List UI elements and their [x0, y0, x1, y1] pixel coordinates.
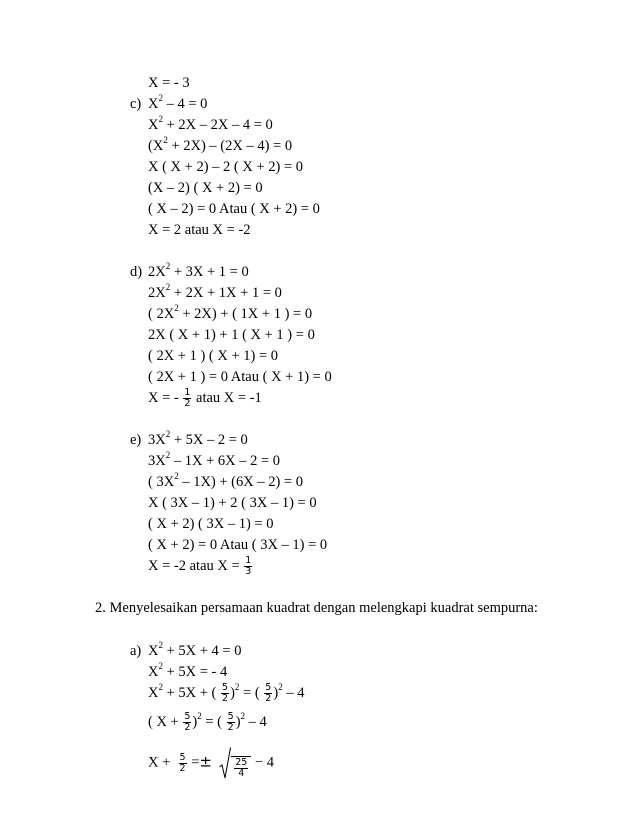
eq-line: X = -2 atau X = $\frac{1}{3}$ — [148, 555, 252, 577]
eq-line: X ( X + 2) – 2 ( X + 2) = 0 — [148, 159, 304, 175]
plus-minus-symbol: ± — [199, 752, 212, 771]
eq-line: X = 2 atau X = -2 — [148, 222, 251, 238]
radical-sign-icon — [219, 747, 231, 779]
eq-line: $X^2 + 5X$ = - 4 — [148, 661, 228, 680]
eq-line: ( X + $\frac{5}{2}$ )$^2$ = ( $\frac{5}{2}$ )$^2$ – 4 — [148, 711, 267, 733]
fraction: $\frac{25}{4}$ — [235, 757, 248, 779]
eq-line: ( 2X + 1 ) = 0 Atau ( X + 1) = 0 — [148, 369, 332, 385]
item-label-a: a) — [130, 643, 142, 659]
eq-line: $2X^2 + 3X + 1 = 0$ — [148, 261, 249, 280]
eq-line: $(X^2 + 2X) - (2X - 4) = 0$ — [148, 135, 293, 154]
eq-line: ( X + 2) = 0 Atau ( 3X – 1) = 0 — [148, 537, 328, 553]
fraction: $\frac{5}{2}$ — [227, 711, 234, 733]
eq-line: $X^2 + 2X - 2X - 4 = 0$ — [148, 114, 273, 133]
eq-line: X = - 3 — [148, 75, 190, 91]
eq-line: X ( 3X – 1) + 2 ( 3X – 1) = 0 — [148, 495, 317, 511]
fraction: $\frac{1}{2}$ — [184, 387, 191, 409]
item-label-e: e) — [130, 432, 142, 448]
section-heading: 2. Menyelesaikan persamaan kuadrat dengan melengkapi kuadrat sempurna: — [95, 600, 538, 616]
eq-line: $3X^2 + 5X - 2 = 0$ — [148, 429, 248, 448]
fraction: $\frac{5}{2}$ — [265, 682, 272, 704]
fraction: $\frac{5}{2}$ — [184, 711, 191, 733]
eq-line: $X^2 + 5X + 4 = 0$ — [148, 640, 242, 659]
square-root — [219, 747, 251, 779]
eq-line: (X – 2) ( X + 2) = 0 — [148, 180, 263, 196]
eq-line: $2X^2 + 2X + 1X + 1 = 0$ — [148, 282, 282, 301]
eq-line: $3X^2 - 1X + 6X - 2 = 0$ — [148, 450, 281, 469]
eq-line: ( $2X^2 + 2X$) + ( 1X + 1 ) = 0 — [148, 303, 313, 322]
item-label-d: d) — [130, 264, 143, 280]
fraction: $\frac{5}{2}$ — [222, 682, 229, 704]
eq-line: ( X – 2) = 0 Atau ( X + 2) = 0 — [148, 201, 320, 217]
eq-line: ( X + 2) ( 3X – 1) = 0 — [148, 516, 274, 532]
eq-line: X = - $\frac{1}{2}$ atau X = -1 — [148, 387, 262, 409]
eq-line: 2X ( X + 1) + 1 ( X + 1 ) = 0 — [148, 327, 315, 343]
eq-line: $X^2 + 5X$ + ( $\frac{5}{2}$ )$^2$ = ( $\frac{5}{2}$ )$^2$ – 4 — [148, 682, 305, 704]
eq-line: X + $\frac{5}{2}$ =± $\frac{25}{4}$ − 4 — [148, 747, 274, 779]
eq-line: $X^2 - 4 = 0$ — [148, 93, 208, 112]
fraction: $\frac{5}{2}$ — [179, 751, 186, 774]
eq-line: ( $3X^2 - 1X) + (6X - 2) = 0$ — [148, 471, 303, 490]
item-label-c: c) — [130, 96, 142, 112]
eq-line: ( 2X + 1 ) ( X + 1) = 0 — [148, 348, 279, 364]
fraction: $\frac{1}{3}$ — [245, 555, 252, 577]
